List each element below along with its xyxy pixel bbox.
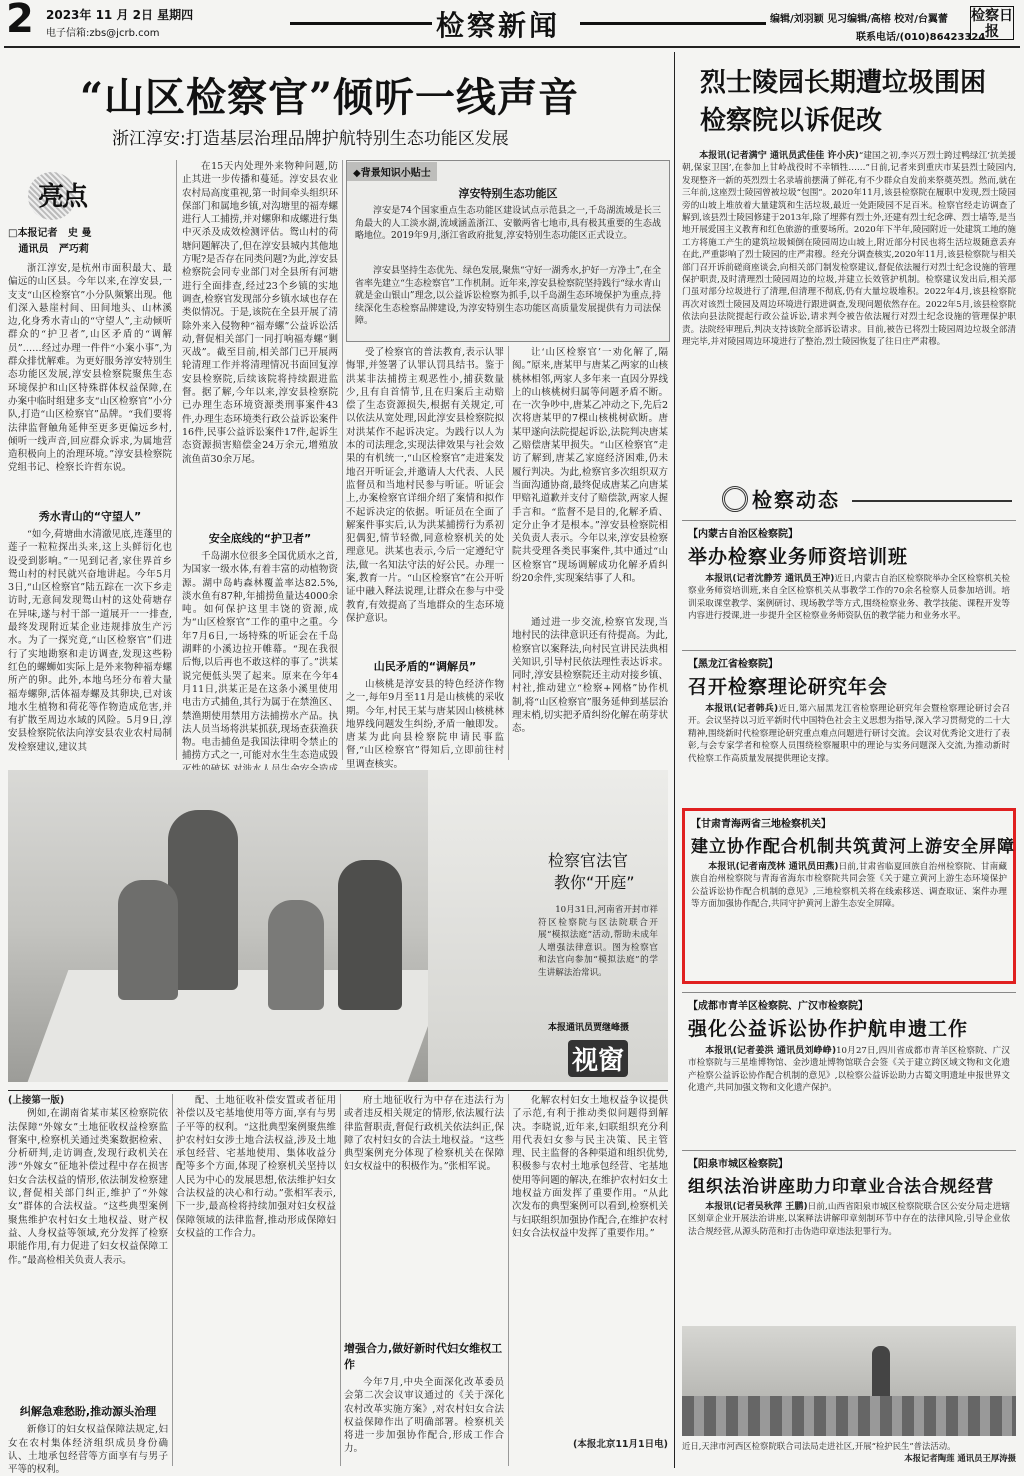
news-item: [682, 808, 1016, 984]
lead-col2b-text: 千岛湖水位很多全国优质水之首,为国家一级水体,有着丰富的动植物资源。湖中岛屿森林覆盖率达82.5%,淡水鱼有87种,年捕捞鱼量达4000余吨。如何保护这里丰饶的资源,成为“山区检察官”工作的重中之重。今年7月6日,一场特殊的听证会在千岛湖畔的小溪边拉开帷幕。“现在我很后悔,以后再也不敢这样的事了。”洪某说完便低头哭了起来。原来在今年4月11日,洪某正是在这条小溪里使用电击方式捕鱼,其行为属于在禁渔区、禁渔期使用禁用方法捕捞水产品。执法人员当场将洪某抓获,现场查获渔获物。电击捕鱼是我国法律明令禁止的捕捞方式之一,可能对水生生态造成毁: [182, 551, 338, 762]
news-item-tag: 【阳泉市城区检察院】: [688, 1159, 788, 1170]
news-item-byline: 本报讯(记者南茂林 通讯员田燕): [708, 862, 839, 872]
right-story: [682, 150, 1016, 480]
dynamics-title: 检察动态: [752, 488, 840, 512]
lead-headline: “山区检察官”倾听一线声音: [80, 74, 580, 121]
news-item-body: [691, 861, 1007, 911]
right-story-text: [682, 150, 1016, 480]
news-item-title: 举办检察业务师资培训班: [688, 546, 909, 568]
news-item-byline: 本报讯(记者姜洪 通讯员刘峥峥): [705, 1046, 837, 1056]
news-item-title: 强化公益诉讼协作护航申遗工作: [688, 1018, 969, 1040]
section-rule-right: [580, 22, 766, 25]
news-item-body: [688, 573, 1010, 623]
news-item: [682, 1150, 1016, 1290]
divider: [342, 160, 343, 760]
lower-col1-text: 例如,在湖南省某市某区检察院依法保障“外嫁女”土地征收权益检察监督案中,检察机关通过类案数据检索、分析研判,走访调查,发现行政机关在涉“外嫁女”征地补偿过程中存在损害妇女合法权益的情形,依法制发检察建议,督促相关部门纠正,维护了“外嫁女”群体的合法权益。“这些典型案例聚焦维护农村妇女土地权益、财产权益、人身权益等领域,充分发挥了检察职能作用,有力促进了妇女权益保障工作。”最高检相关负责人表示。: [8, 1108, 168, 1266]
photo-headline-line2: 教你“开庭”: [554, 873, 635, 892]
right-story-byline: 本报讯(记者满宁 通讯员武佳佳 许小庆): [699, 151, 859, 161]
lead-col1b-text: “如今,荷塘曲水清澈见底,连蓬里的莲子一粒粒探出头来,这上头鲜衍化也设受到影响。”一见到记者,家住界首乡鸳山村的村民就兴奋地讲起。今年5月3日,“山区检察官”陆五踪在一次下乡走访时,无意间发现鸳山村的这处荷塘存在异味,遂与村干部一道展开一一排查,最终发现附近某企业违规排放生产污水。为了一探究竟,“山区检察官”们进行了实地勘察和走访调查,发现这些粉红色的螺蛳如实际上是外来物种福寿螺所产的卵。此外,本地乌坯分布着大量福寿螺卵,活体福寿螺及其卵块,已对该地水生植物和荷花等作物造成危害,并有扩散至周边水域的风险。5月9日,淳安县检察院依法向淳安县农业农村局制发检察建议,建议其: [8, 529, 172, 753]
news-item-text: 日前,山西省阳泉市城区检察院联合区公安分局走进辖区刻章企业开展法治讲座,以案释法讲解印章刻制环节中存在的法律风险,引导企业依法合规经营,从源头防范和打击伪造印章违法犯罪行为。: [688, 1202, 1010, 1237]
photo-tag: 视窗: [568, 1040, 628, 1077]
lower-subhead-2: 增强合力,做好新时代妇女维权工作: [344, 1342, 503, 1371]
divider: [508, 1094, 509, 1466]
lower-column-4: [512, 1094, 668, 1466]
news-item-byline: 本报讯(记者吴秋萍 王鹏): [705, 1202, 808, 1212]
photo-headline: [548, 850, 635, 894]
lower-col2-text: 配、土地征收补偿安置或者征用补偿以及宅基地使用等方面,享有与男子平等的权利。“这批典型案例聚焦维护农村妇女涉土地合法权益,涉及土地承包经营、宅基地使用、集体收益分配等多个方面,体现了检察机关坚持以人民为中心的发展思想,依法维护妇女合法权益的决心和行动。”张相军表示,下一步,最高检将持续加强对妇女权益保障领域的法律监督,推动形成保障妇女权益的工作合力。: [176, 1095, 336, 1239]
news-item-body: [688, 703, 1010, 765]
right-headline-line1: 烈士陵园长期遭垃圾围困: [700, 68, 987, 98]
right-headline-line2: 检察院以诉促改: [700, 106, 883, 136]
lead-col2-text: 在15天内处理外来物种问题,防止其进一步传播和蔓延。淳安县农业农村局高度重视,第一时间牵头组织环保部门和属地乡镇,对沟塘里的福寿螺进行人工捕捞,并对螺卵和成螺进行集中灭杀及成效检测评估。鸳山村的荷塘问题解决了,但在淳安县城内其他地方呢?是否存在同类问题?为此,淳安县检察院会同专业部门对全县所有河塘进行全面排查,经过23个乡镇的实地调查,检察官发现部分乡镇水域也存在类似情况。于是,该院在全县开展了清除外来入侵物种“福寿螺”公益诉讼活动,督促相关部门一同打响福寿螺“剿灭战”。截至目前,相关部门已开展两轮清理工作并将清理情况书面回复淳安县检察院,后续该院将持续跟进监督。据了解,今年以来,淳安县检察院已办理生态环境资源类刑事案件43件,办理生态环境类行政公益诉讼案件16件,民事公益诉讼案件17件,起诉生态资源损害赔偿金24万余元,增殖放流鱼苗30余万尾。: [182, 161, 338, 465]
divider: [340, 1094, 341, 1466]
lower-column-2: [176, 1094, 336, 1466]
feature-photo: [8, 770, 668, 1082]
lead-column-4: [512, 346, 668, 760]
photo-headline-line1: 检察官法官: [548, 851, 629, 870]
news-item-tag: 【甘肃青海两省三地检察机关】: [691, 819, 831, 830]
news-item-tag: 【黑龙江省检察院】: [688, 659, 778, 670]
lower-subhead-1: 纠解急难愁盼,推动源头治理: [19, 1405, 157, 1419]
lead-subhead-1: 秀水青山的“守望人”: [38, 510, 142, 523]
photo-audience: [682, 1396, 1016, 1436]
news-item-text: 日前,甘肃省临夏回族自治州检察院、甘南藏族自治州检察院与青海省海东市检察院共同会签《关于建立黄河上游生态环境保护公益诉讼协作配合机制的意见》,三地检察机关将在线索移送、调查取证、案件办理等方面加强协作配合,共同守护黄河上游生态安全屏障。: [691, 862, 1007, 910]
newspaper-logo: 检察日报: [971, 8, 1013, 40]
bottom-caption-credit: 本报记者陶莲 通讯员王厚涛摄: [904, 1453, 1016, 1463]
box-text-1: 淳安是74个国家重点生态功能区建设试点示范县之一,千岛湖流域是长三角最大的人工淡水湖,流域涵盖浙江、安徽两省七地市,具有极其重要的生态战略地位。2019年9月,浙江省政府批复,淳安特别生态功能区正式设立。: [355, 206, 661, 241]
correspondent-label: 通讯员: [18, 244, 49, 255]
news-item-byline: 本报讯(记者韩兵): [705, 704, 779, 714]
box-text-2: 淳安县坚持生态优先、绿色发展,聚焦“守好一湖秀水,护好一方净土”,在全省率先建立“生态检察官”工作机制。近年来,淳安县检察院坚持践行“绿水青山就是金山银山”理念,以公益诉讼检察为抓手,以千岛湖生态环境保护为重点,持续深化生态检察品牌建设,为淳安特别生态功能区高质量发展提供有力司法保障。: [355, 266, 661, 326]
badge-text: 亮点: [38, 182, 87, 212]
lead-column-3: [346, 346, 504, 770]
badge-highlight: [16, 170, 106, 222]
lower-column-3: [344, 1094, 504, 1466]
section-rule-left: [290, 22, 432, 25]
main-divider: [674, 52, 675, 1468]
issue-email: 电子信箱:zbs@jcrb.com: [46, 28, 160, 39]
lower-dateline: (本报北京11月1日电): [572, 1439, 668, 1450]
lead-subhead: 浙江淳安:打造基层治理品牌护航特别生态功能区发展: [112, 129, 509, 149]
lead-col1-text: 浙江淳安,是杭州市面积最大、最偏远的山区县。今年以来,在淳安县,一支支“山区检察官”小分队频繁出现。他们深入悬崖村间、田间地头、山林溪边,化身秀水青山的“守望人”,主动倾听群众的“护卫者”,山区矛盾的“调解员”……经过办理一件件“小案小事”,为群众排忧解难。为更好服务淳安特别生态功能区发展,淳安县检察院聚焦生态环境保护和山区特殊群体权益保障,在办案中临时组建多支“山区检察官”小分队,打造“山区检察官”品牌。“我们要将法律监督触角延伸至更多更偏远乡村,倾听一线声音,回应群众诉求,为属地营造积极向上的治理环境。”淳安县检察院党组书记、检察长许哲东说。: [8, 263, 172, 474]
photo-person: [168, 810, 238, 990]
issue-date: 2023年 11 月 2日 星期四: [46, 8, 194, 22]
lower-col1b-text: 新修订的妇女权益保障法规定,妇女在农村集体经济组织成员身份确认、土地承包经营等方面享有与男子平等的权利。: [8, 1424, 168, 1476]
background-box: [346, 160, 670, 342]
lead-col3b-text: 山核桃是淳安县的特色经济作物之一,每年9月至11月是山核桃的采收期。今年,村民王某与唐某因山核桃林地界线问题发生纠纷,矛盾一触即发。唐某为此向县检察院申请民事监督,“山区检察官”得知后,立即前往村里调查核实。: [346, 679, 504, 770]
divider: [508, 346, 509, 760]
bottom-caption-text: 近日,天津市河西区检察院联合司法局走进社区,开展“检护民生”普法活动。: [682, 1441, 956, 1451]
lower-column-1: [8, 1094, 168, 1476]
photo-caption: 10月31日,河南省开封市祥符区检察院与区法院联合开展“模拟法庭”活动,帮助未成年人增强法律意识。图为检察官和法官向参加“模拟法庭”的学生讲解法治常识。: [538, 905, 658, 978]
news-item-body: [688, 1201, 1010, 1238]
lead-subhead-3: 山民矛盾的“调解员”: [373, 660, 477, 673]
lead-column-2: [182, 160, 338, 760]
lower-col4-text: 化解农村妇女土地权益争议提供了示范,有利于推动类似问题得到解决。李晓说,近年来,妇联组织充分利用代表妇女参与民主决策、民主管理、民主监督的各种渠道和组织优势,积极参与农村土地承包经营、宅基地使用等问题的解决,在维护农村妇女土地权益方面发挥了重要作用。“从此次发布的典型案例可以看到,检察机关与妇联组织加强协作配合,在维护农村妇女合法权益中发挥了重要作用。”: [512, 1095, 668, 1239]
divider: [176, 160, 177, 760]
news-item-text: 近日,内蒙古自治区检察院举办全区检察机关检察业务师资培训班,来自全区检察机关从事教学工作的70余名检察人员参加培训。培训采取课堂教学、案例研讨、现场教学等方式,围绕检察业务、教学技能、课程开发等内容进行授课,进一步提升全区检察业务师资队伍的教学能力和业务水平。: [688, 574, 1010, 622]
news-item-title: 建立协作配合机制共筑黄河上游安全屏障: [691, 837, 1015, 857]
dynamics-banner: [682, 484, 1016, 514]
photo-credit: 本报通讯员贾继峰摄: [548, 1023, 630, 1033]
lower-continued: (上接第一版): [8, 1095, 65, 1106]
right-headline: [700, 64, 1016, 140]
dynamics-rule: [852, 500, 1012, 502]
divider: [172, 1094, 173, 1466]
news-item-title: 召开检察理论研究年会: [688, 676, 889, 698]
news-item: [682, 520, 1016, 642]
news-item-text: 近日,第六届黑龙江省检察理论研究年会暨检察理论研讨会召开。会议坚持以习近平新时代中国特色社会主义思想为指导,深入学习贯彻党的二十大精神,围绕新时代检察理论研究重点难点问题进行研讨交流。会议对优秀论文进行了表彰,与会专家学者和检察人员围绕检察履职中的理论与实务问题深入交流,为推动新时代检察工作高质量发展提供理论支撑。: [688, 704, 1010, 764]
box-label: ◆背景知识小贴士: [347, 162, 437, 181]
photo-person: [118, 880, 178, 1000]
lead-col4-text: 让‘山区检察官’一劝化解了,隔阂。”原来,唐某甲与唐某乙两家的山核桃林相邻,两家人多年来一直因分界线上的山核桃树归属等问题矛盾不断。在一次争吵中,唐某乙冲动之下,先后2次将唐某甲的7棵山核桃树砍断。唐某甲遂向法院提起诉讼,法院判决唐某乙赔偿唐某甲损失。“山区检察官”走访了解到,唐某乙家庭经济困难,仍未履行判决。为此,检察官多次组织双方当面沟通协商,最终促成唐某乙向唐某甲赔礼道歉并支付了赔偿款,两家人握手言和。“监督不是目的,化解矛盾、定分止争才是根本。”淳安县检察院相关负责人表示。今年以来,淳安县检察院共受理各类民事案件,其中通过“山区检察官”现场调解成功化解矛盾纠纷20余件,实现案结事了人和。: [512, 347, 668, 585]
lower-col3-text: 府土地征收行为中存在违法行为或者违反相关规定的情形,依法履行法律监督职责,督促行政机关依法纠正,保障了农村妇女的合法土地权益。“这些典型案例充分体现了检察机关在保障妇女权益中的积极作为。”张相军说。: [344, 1095, 504, 1173]
lead-col4b-text: 通过进一步交流,检察官发现,当地村民的法律意识还有待提高。为此,检察官以案释法,向村民宣讲民法典相关知识,引导村民依法理性表达诉求。同时,淳安县检察院还主动对接乡镇、村社,推动建立“检察+网格”协作机制,将“山区检察官”服务延伸到基层治理末梢,切实把矛盾纠纷化解在萌芽状态。: [512, 617, 668, 735]
reporter-byline: [8, 226, 178, 258]
lead-col3-text: 受了检察官的普法教育,表示认罪悔罪,并签署了认罪认罚具结书。鉴于洪某非法捕捞主观恶性小,捕获数量少,且有自首情节,且在归案后主动赔偿了生态资源损失,根据有关规定,可以依法从宽处理,因此淳安县检察院拟对洪某作不起诉决定。为践行以人为本的司法理念,实现法律效果与社会效果的有机统一,“山区检察官”走进案发地召开听证会,并邀请人大代表、人民监督员和当地村民参与听证。听证会上,办案检察官详细介绍了案情和拟作不起诉决定的依据。听证员在全面了解案件事实后,认为洪某捕捞行为系初犯偶犯,情节轻微,同意检察机关的处理意见。洪某也表示,今后一定遵纪守法,做一名知法守法的好公民。办理一案,教育一片。“山区检察官”在公开听证中融入释法说理,让群众在参与中受教育,有效提高了当地群众的生态环境保护意识。: [346, 347, 504, 624]
photo-person: [338, 860, 402, 1010]
bottom-right-caption: [682, 1440, 1016, 1464]
masthead-rule: [4, 46, 1020, 48]
dynamics-circle: [722, 486, 748, 512]
news-item: [682, 650, 1016, 800]
bottom-right-photo: [682, 1326, 1016, 1436]
correspondent-name: 严巧莉: [58, 244, 89, 255]
photo-person: [268, 900, 324, 1010]
page-number: 2: [6, 0, 34, 42]
news-item-body: [688, 1045, 1010, 1095]
section-title: 检察新闻: [436, 9, 561, 42]
news-item-tag: 【成都市青羊区检察院、广汉市检察院】: [688, 1001, 868, 1012]
news-item: [682, 992, 1016, 1142]
editors-line: 编辑/刘羽颖 见习编辑/高榕 校对/台翼蕾: [770, 14, 948, 25]
reporter-label: □本报记者: [8, 228, 58, 239]
lower-rule: [8, 1090, 668, 1091]
reporter-name: 史 曼: [67, 228, 92, 239]
news-item-title: 组织法治讲座助力印章业合法合规经营: [688, 1177, 994, 1197]
news-item-byline: 本报讯(记者沈静芳 通讯员王冲): [705, 574, 835, 584]
news-item-tag: 【内蒙古自治区检察院】: [688, 529, 798, 540]
lead-subhead-2: 安全底线的“护卫者”: [208, 532, 312, 545]
phone-line: 联系电话/(010)86423324: [856, 32, 986, 43]
box-title: 淳安特别生态功能区: [458, 187, 558, 200]
lead-column-1: [8, 262, 172, 762]
right-story-body: “建国之初,李兴万烈士跨过鸭绿江‘抗美援朝,保家卫国’,在参加上甘岭战役时不幸牺牲……”日前,记者来到重庆市某县烈士陵园内,发现整齐一新的英烈烈士名录墙前摆满了鲜花,有不少群众自发前来祭奠英烈。然而,就在三年前,这座烈士陵园曾被垃圾“包围”。2020年11月,该县检察院在履职中发现,烈士陵园旁的山坡上堆放着大量建筑和生活垃圾,最近一处距陵园不足百米。检察官经走访调查了解到,该县烈士陵园修建于2013年,除了埋葬有烈士外,还建有烈士纪念碑、烈士墙等,是当地开展爱国主义教育和红色旅游的重要场所。2020年下半年,陵园附近一处建筑工地的施工方将施工产生的建筑垃圾倾倒在陵园周边山坡上,附近部分村民也将生活垃圾随意丢弃在此,严重影响了烈士陵园的庄严肃穆。经充分调查核实,2020年11月,该县检察院与相关部门召开诉前磋商座谈会,向相关部门制发检察建议,督促依法履行对烈士纪念设施的管理保护职责,及时清理烈士陵园周边的垃圾,并建立长效管护机制。检察建议发出后,相关部门虽对部分垃圾进行了清理,但清理不彻底,仍有大量垃圾堆积。2022年4月,该县检察院再次对该烈士陵园及周边环境进行跟进调查,发现问题依然存在。2022年5月,该县检察院依法向县法院提起行政公益诉讼,请求判令被告依法履行对烈士纪念设施的管理保护职责。法院经审理后,判决支持该院全部诉讼请求。目前,被告已将烈士陵园周边垃圾全部清理完毕,并对陵园周边环境进行了整治,烈士陵园恢复了往日庄严肃穆。: [682, 151, 1017, 348]
news-item-text: 10月27日,四川省成都市青羊区检察院、广汉市检察院与三星堆博物馆、金沙遗址博物馆联合会签《关于建立跨区域文物和文化遗产检察公益诉讼协作配合机制的意见》,以检察公益诉讼助力古蜀文明遗址申报世界文化遗产,共同加强文物和文化遗产保护。: [688, 1046, 1010, 1094]
lower-col3b-text: 今年7月,中央全面深化改革委员会第二次会议审议通过的《关于深化农村改革实施方案》,对农村妇女合法权益保障作出了明确部署。检察机关将进一步加强协作配合,形成工作合力。: [344, 1377, 504, 1455]
